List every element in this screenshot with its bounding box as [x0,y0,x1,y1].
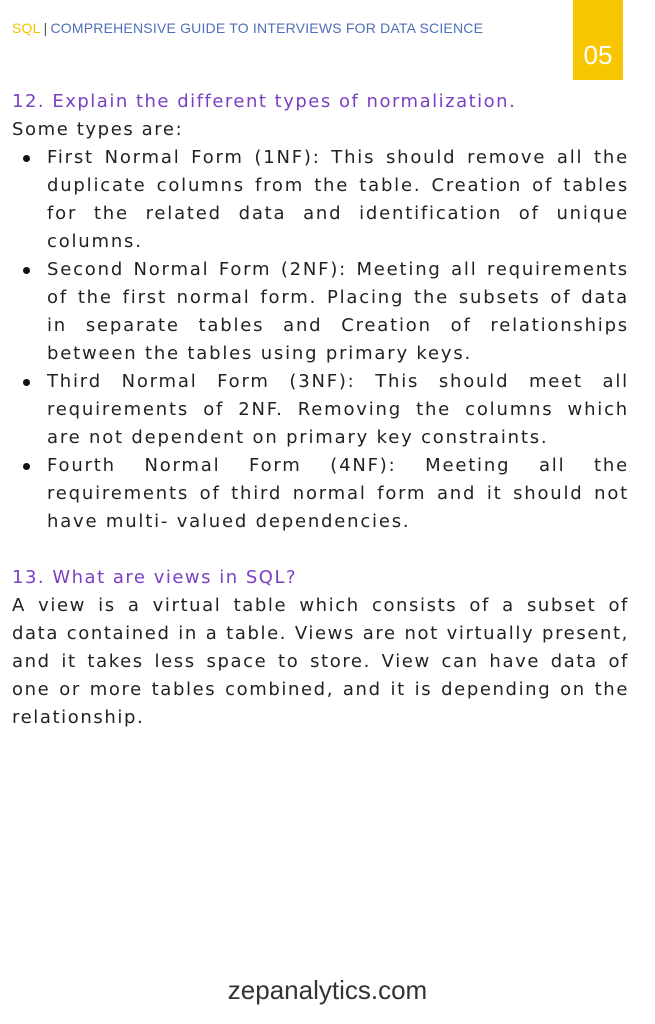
page-header [12,20,483,36]
list-item [12,452,629,536]
page-number-badge [573,0,623,80]
question-13-answer: A view is a virtual table which consists of a subset of data contained in a table. Views are not virtually present, and it takes less space to store. View can have data of one or more tables combined, and it is depending on the relationship. [12,595,629,728]
bullet-icon [23,379,30,386]
normal-forms-list [12,144,629,536]
list-item [12,256,629,368]
list-item [12,368,629,452]
header-sql-label: SQL [12,20,41,36]
list-item [12,144,629,256]
question-13-title: 13. What are views in SQL? [12,567,298,588]
bullet-icon [23,463,30,470]
page-content [12,88,629,732]
header-guide-title: COMPREHENSIVE GUIDE TO INTERVIEWS FOR DATA SCIENCE [50,20,484,36]
question-12-title: 12. Explain the different types of normalization. [12,91,517,112]
list-item-text: Second Normal Form (2NF): Meeting all requirements of the first normal form. Placing the subsets of data in separate tables and Creation of relationships between the tables using primary keys. [47,259,629,364]
footer-site: zepanalytics.com [227,975,428,1005]
page-number: 05 [583,40,613,70]
list-item-text: Fourth Normal Form (4NF): Meeting all the requirements of third normal form and it should not have multi- valued dependencies. [47,455,629,532]
section-spacer [12,536,629,564]
list-item-text: First Normal Form (1NF): This should remove all the duplicate columns from the table. Creation of tables for the related data and identification of unique columns. [47,147,629,252]
question-12-intro: Some types are: [12,119,184,140]
bullet-icon [23,267,30,274]
header-separator: | [43,20,48,36]
bullet-icon [23,155,30,162]
list-item-text: Third Normal Form (3NF): This should meet all requirements of 2NF. Removing the columns which are not dependent on primary key constraints. [47,371,629,448]
